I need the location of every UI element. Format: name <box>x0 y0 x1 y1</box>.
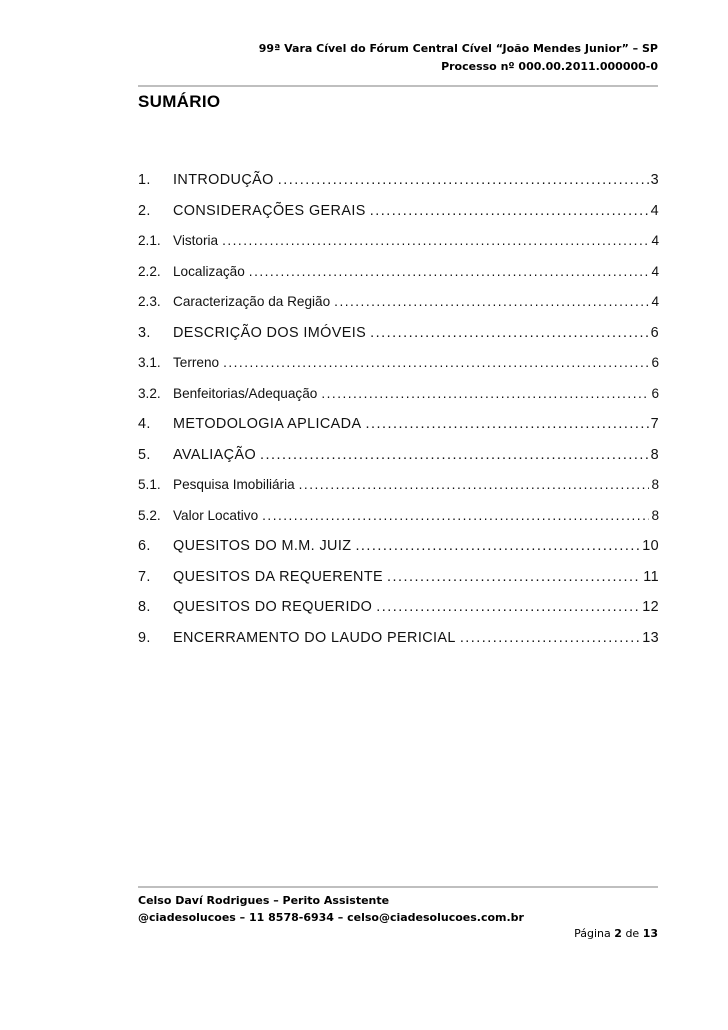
toc-leader-dots <box>370 325 648 341</box>
toc-entry-label: QUESITOS DA REQUERENTE <box>173 568 384 585</box>
table-of-contents <box>138 172 659 660</box>
page-current: 2 <box>614 927 622 940</box>
toc-entry-label: Benfeitorias/Adequação <box>173 385 318 401</box>
toc-leader-dots <box>249 264 650 279</box>
toc-entry-label: Vistoria <box>173 233 219 248</box>
page-total: 13 <box>642 927 658 940</box>
toc-entry-number: 3.2. <box>138 385 161 401</box>
header-process-line: Processo nº 000.00.2011.000000-0 <box>441 60 658 73</box>
toc-entry[interactable] <box>138 538 659 569</box>
toc-entry-page: 10 <box>642 538 659 554</box>
toc-entry-number: 8. <box>138 599 151 615</box>
toc-entry-label: Localização <box>173 263 245 279</box>
toc-leader-dots <box>334 294 649 309</box>
toc-leader-dots <box>260 447 649 463</box>
toc-leader-dots <box>223 355 649 370</box>
footer-contact-line: @ciadesolucoes – 11 8578-6934 – celso@ciadesolucoes.com.br <box>138 911 524 924</box>
toc-leader-dots <box>262 508 649 523</box>
toc-entry[interactable] <box>138 294 659 325</box>
toc-entry-page: 6 <box>651 385 659 401</box>
toc-entry[interactable] <box>138 416 659 447</box>
toc-entry[interactable] <box>138 508 659 539</box>
toc-entry[interactable] <box>138 264 659 295</box>
toc-entry[interactable] <box>138 325 659 356</box>
toc-leader-dots <box>355 538 640 554</box>
document-footer <box>138 892 659 926</box>
toc-entry[interactable] <box>138 569 659 600</box>
toc-entry-number: 9. <box>138 629 151 646</box>
toc-leader-dots <box>321 386 649 401</box>
header-court-line: 99ª Vara Cível do Fórum Central Cível “João Mendes Junior” – SP <box>258 42 658 55</box>
toc-entry-page: 6 <box>650 324 659 341</box>
toc-entry[interactable] <box>138 447 659 478</box>
toc-leader-dots <box>299 477 650 492</box>
toc-entry-number: 7. <box>138 568 151 585</box>
toc-entry-label: Terreno <box>173 355 220 370</box>
toc-entry-page: 13 <box>642 629 659 646</box>
toc-entry-page: 4 <box>650 202 659 219</box>
toc-entry-number: 2.1. <box>138 233 161 248</box>
toc-leader-dots <box>222 233 649 248</box>
toc-entry-page: 8 <box>651 477 659 492</box>
toc-entry-number: 3.1. <box>138 355 161 370</box>
toc-entry-page: 12 <box>642 599 659 615</box>
toc-entry[interactable] <box>138 355 659 386</box>
toc-entry-page: 4 <box>651 294 659 309</box>
toc-entry[interactable] <box>138 172 659 203</box>
page-number <box>574 927 658 940</box>
toc-entry[interactable] <box>138 630 659 661</box>
page-separator: de <box>625 927 640 940</box>
toc-entry-page: 11 <box>643 568 659 585</box>
toc-entry[interactable] <box>138 386 659 417</box>
toc-entry-number: 1. <box>138 172 151 188</box>
toc-entry-label: METODOLOGIA APLICADA <box>173 416 362 432</box>
footer-author-line: Celso Daví Rodrigues – Perito Assistente <box>138 894 390 907</box>
toc-entry-label: Caracterização da Região <box>173 294 331 309</box>
toc-leader-dots <box>460 630 640 646</box>
toc-entry-label: CONSIDERAÇÕES GERAIS <box>173 202 366 219</box>
toc-leader-dots <box>278 172 649 188</box>
page-title: SUMÁRIO <box>138 92 221 111</box>
toc-entry-number: 2.3. <box>138 294 161 309</box>
toc-leader-dots <box>376 599 640 615</box>
toc-entry-page: 8 <box>650 446 659 463</box>
toc-entry-number: 2.2. <box>138 263 161 279</box>
toc-entry-number: 5. <box>138 446 151 463</box>
footer-divider <box>138 886 658 888</box>
toc-entry-number: 5.1. <box>138 477 161 492</box>
toc-entry-page: 8 <box>651 507 659 523</box>
toc-entry-number: 2. <box>138 202 151 219</box>
toc-entry-label: QUESITOS DO REQUERIDO <box>173 599 373 615</box>
toc-entry-label: Pesquisa Imobiliária <box>173 477 295 492</box>
toc-leader-dots <box>387 569 641 585</box>
document-header <box>259 40 658 76</box>
toc-entry-page: 4 <box>651 263 659 279</box>
toc-entry-label: INTRODUÇÃO <box>173 172 274 188</box>
toc-entry-label: Valor Locativo <box>173 507 259 523</box>
toc-entry-page: 6 <box>651 355 659 370</box>
toc-entry[interactable] <box>138 599 659 630</box>
toc-entry-page: 7 <box>650 416 659 432</box>
toc-entry-number: 3. <box>138 324 151 341</box>
toc-entry-number: 5.2. <box>138 507 161 523</box>
toc-entry-label: QUESITOS DO M.M. JUIZ <box>173 538 352 554</box>
toc-entry-label: ENCERRAMENTO DO LAUDO PERICIAL <box>173 629 456 646</box>
toc-leader-dots <box>365 416 648 432</box>
toc-entry-page: 4 <box>651 233 659 248</box>
toc-entry-number: 6. <box>138 538 151 554</box>
page-prefix: Página <box>574 927 611 940</box>
toc-entry[interactable] <box>138 477 659 508</box>
toc-entry-label: AVALIAÇÃO <box>173 446 257 463</box>
header-divider <box>138 85 658 87</box>
toc-entry-page: 3 <box>650 172 659 188</box>
toc-entry[interactable] <box>138 233 659 264</box>
toc-entry-label: DESCRIÇÃO DOS IMÓVEIS <box>173 324 367 341</box>
toc-entry[interactable] <box>138 203 659 234</box>
toc-leader-dots <box>370 203 649 219</box>
toc-entry-number: 4. <box>138 416 151 432</box>
